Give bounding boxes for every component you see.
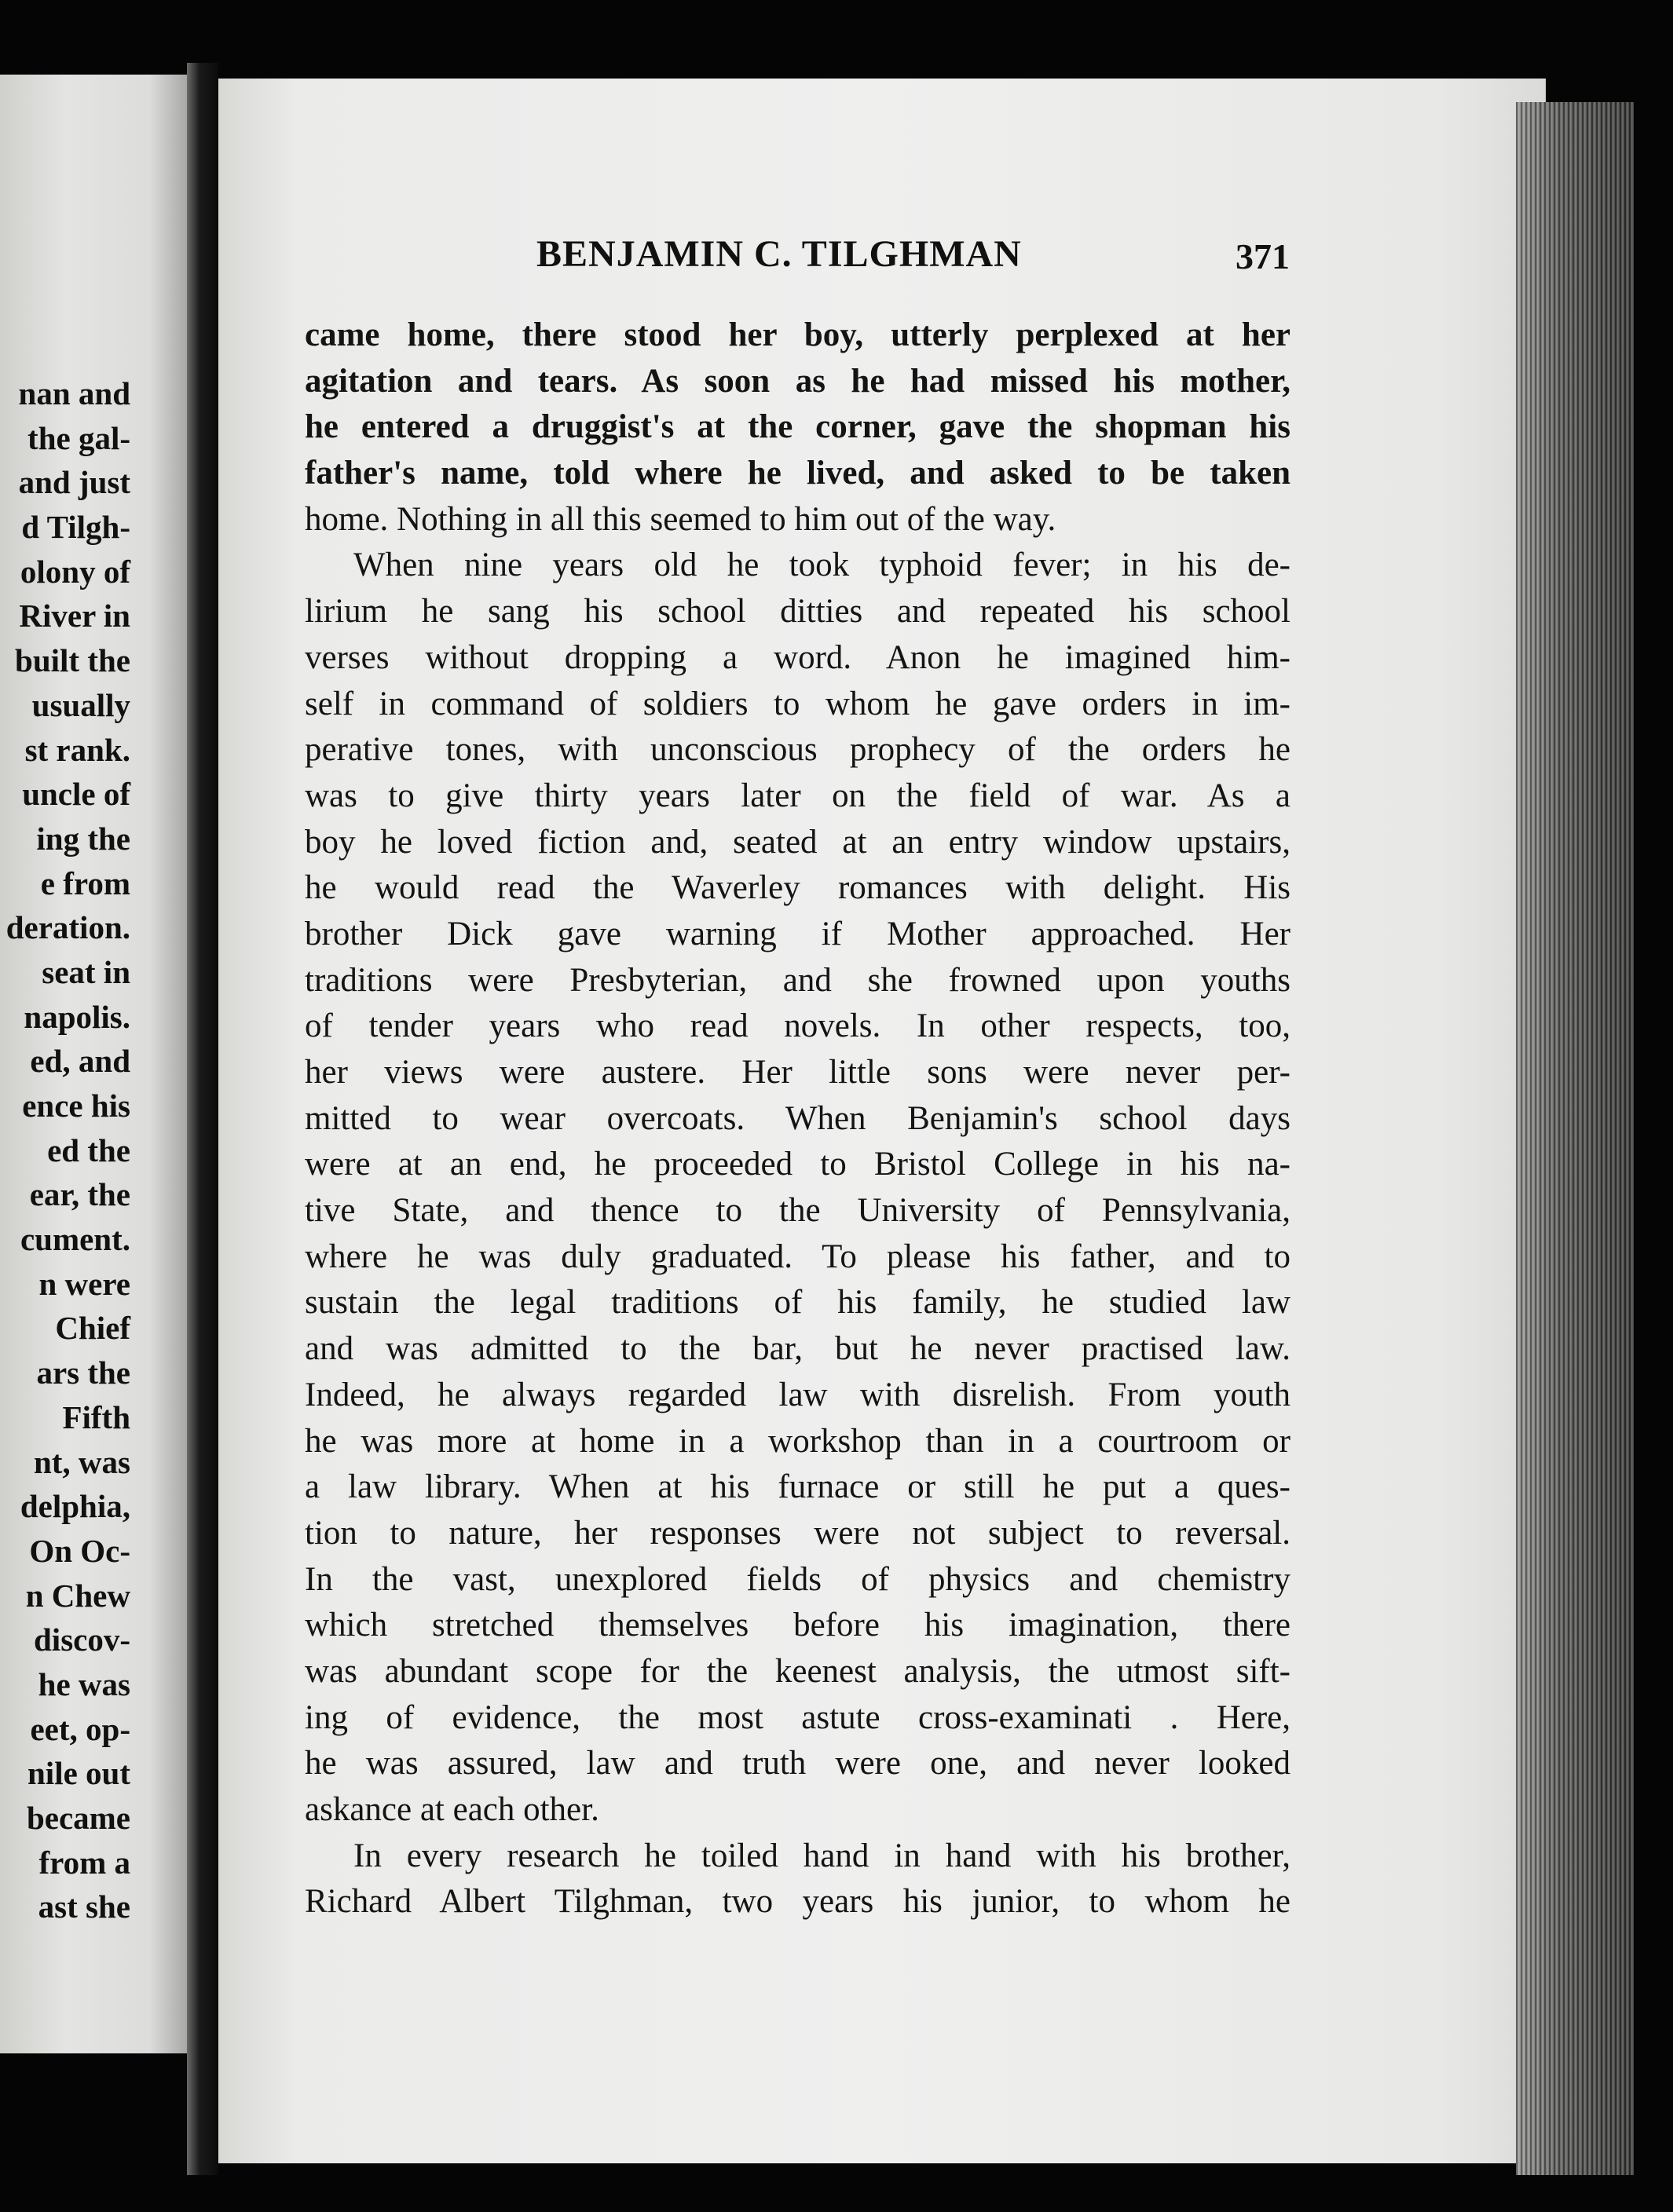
text-line: brother Dick gave warning if Mother approached. Her	[305, 915, 1290, 952]
left-page-line: ast she	[38, 1888, 130, 1925]
text-line: askance at each other.	[305, 1791, 599, 1828]
text-line: were at an end, he proceeded to Bristol College in his na-	[305, 1146, 1290, 1183]
page-title: BENJAMIN C. TILGHMAN	[536, 233, 1022, 275]
text-line: sustain the legal traditions of his family, he studied law	[305, 1284, 1290, 1322]
running-head	[218, 232, 1546, 280]
text-line: verses without dropping a word. Anon he imagined him-	[305, 638, 1290, 676]
left-page-line: delphia,	[20, 1488, 130, 1525]
text-line: agitation and tears. As soon as he had missed his mother,	[305, 362, 1290, 400]
text-line: came home, there stood her boy, utterly perplexed at her	[305, 316, 1290, 353]
left-page-line: from a	[38, 1844, 130, 1881]
text-line: tion to nature, her responses were not subject to reversal.	[305, 1514, 1290, 1552]
left-page-line: ence his	[22, 1088, 130, 1124]
left-page-line: usually	[31, 686, 130, 723]
left-page-line: nan and	[18, 375, 130, 411]
left-page-line: n Chew	[25, 1577, 130, 1614]
text-line: he would read the Waverley romances with delight. His	[305, 869, 1290, 907]
left-page-line: built the	[15, 642, 130, 679]
left-page-line: napolis.	[24, 998, 130, 1035]
left-page-text	[0, 371, 130, 1929]
left-page-line: eet, op-	[30, 1710, 130, 1747]
left-page-line: discov-	[34, 1622, 130, 1658]
left-page-line: cument.	[20, 1221, 130, 1258]
left-page-line: Fifth	[62, 1398, 130, 1435]
left-page-line: st rank.	[24, 731, 130, 768]
left-page-line: nt, was	[33, 1443, 130, 1480]
text-line: lirium he sang his school ditties and repeated his school	[305, 593, 1290, 631]
text-line: Richard Albert Tilghman, two years his junior, to whom he	[305, 1883, 1290, 1921]
text-line: father's name, told where he lived, and asked to be taken	[305, 455, 1290, 492]
main-page	[218, 79, 1546, 2163]
left-page-line: ed, and	[30, 1043, 130, 1080]
text-line: of tender years who read novels. In other respects, too,	[305, 1007, 1290, 1045]
left-page-line: olony of	[20, 553, 130, 590]
page-number: 371	[1236, 236, 1290, 276]
text-line: When nine years old he took typhoid fever; in his de-	[353, 547, 1290, 584]
book-gutter	[187, 63, 218, 2175]
text-line: he entered a druggist's at the corner, gave the shopman his	[305, 408, 1290, 446]
left-page-line: Chief	[55, 1310, 130, 1347]
left-page-line: ed the	[47, 1132, 130, 1168]
text-line: boy he loved fiction and, seated at an entry window upstairs,	[305, 823, 1290, 861]
text-line: In every research he toiled hand in hand with his brother,	[353, 1837, 1290, 1874]
text-line: mitted to wear overcoats. When Benjamin's school days	[305, 1099, 1290, 1137]
text-line: he was more at home in a workshop than in a courtroom or	[305, 1422, 1290, 1460]
text-line: her views were austere. Her little sons were never per-	[305, 1054, 1290, 1091]
text-line: traditions were Presbyterian, and she frowned upon youths	[305, 961, 1290, 999]
left-page-line: seat in	[42, 953, 130, 990]
left-page-line: d Tilgh-	[21, 509, 130, 546]
text-line: tive State, and thence to the University of Pennsylvania,	[305, 1192, 1290, 1230]
left-page-line: ear, the	[29, 1176, 130, 1213]
left-page-line: On Oc-	[29, 1532, 130, 1569]
text-line: was to give thirty years later on the field of war. As a	[305, 777, 1290, 814]
left-page-line: became	[26, 1800, 130, 1836]
body-text	[305, 313, 1290, 1925]
left-page-line: deration.	[5, 909, 130, 946]
text-line: he was assured, law and truth were one, and never looked	[305, 1745, 1290, 1782]
text-line: Indeed, he always regarded law with disrelish. From youth	[305, 1376, 1290, 1413]
left-page-line: e from	[40, 865, 130, 901]
left-page-line: River in	[19, 598, 130, 634]
left-page-line: ing the	[36, 820, 130, 857]
left-page-line: n were	[38, 1265, 130, 1302]
left-page-line: the gal-	[27, 419, 130, 456]
text-line: home. Nothing in all this seemed to him out of the way.	[305, 500, 1056, 538]
text-line: ing of evidence, the most astute cross-examinati . Here,	[305, 1698, 1290, 1736]
left-page-line: nile out	[27, 1755, 130, 1792]
left-page-line: ars the	[36, 1355, 130, 1391]
text-line: which stretched themselves before his imagination, there	[305, 1607, 1290, 1644]
page-edges	[1516, 102, 1634, 2175]
text-line: self in command of soldiers to whom he gave orders in im-	[305, 685, 1290, 722]
left-page-line: uncle of	[22, 776, 130, 813]
left-facing-page	[0, 75, 187, 2053]
text-line: perative tones, with unconscious prophecy of the orders he	[305, 731, 1290, 769]
text-line: where he was duly graduated. To please his father, and to	[305, 1238, 1290, 1275]
left-page-line: and just	[18, 464, 130, 501]
left-page-line: he was	[38, 1665, 130, 1702]
text-line: a law library. When at his furnace or still he put a ques-	[305, 1468, 1290, 1506]
text-line: In the vast, unexplored fields of physics and chemistry	[305, 1560, 1290, 1598]
text-line: was abundant scope for the keenest analysis, the utmost sift-	[305, 1652, 1290, 1690]
text-line: and was admitted to the bar, but he never practised law.	[305, 1330, 1290, 1368]
